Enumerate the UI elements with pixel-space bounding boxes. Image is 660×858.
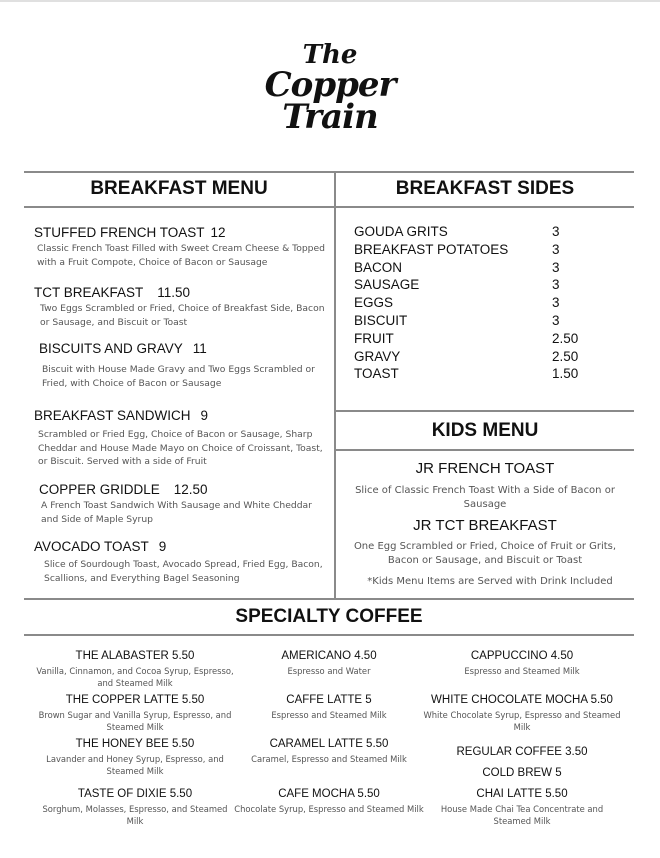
top-border (0, 0, 660, 2)
menu-item (34, 225, 326, 269)
menu-item (34, 539, 326, 585)
coffee-item (229, 788, 429, 815)
side-price: 3 (552, 312, 560, 328)
item-price: 11.50 (157, 285, 191, 300)
menu-item (34, 408, 326, 469)
logo-line-1: The (302, 40, 358, 70)
coffee-item (422, 788, 622, 827)
item-description: A French Toast Sandwich With Sausage and White Cheddar and Side of Maple Syrup (41, 500, 312, 525)
menu-item (39, 341, 326, 390)
coffee-item (35, 694, 235, 733)
logo-line-2: Copper (264, 65, 396, 105)
item-description: Biscuit with House Made Gravy and Two Eggs Scrambled or Fried, with Choice of Bacon or Sausage (42, 364, 315, 389)
item-price: 11 (192, 341, 207, 356)
coffee-name: CAPPUCCINO 4.50 (470, 650, 574, 662)
breakfast-menu-heading: BREAKFAST MENU (90, 178, 268, 199)
item-description: Two Eggs Scrambled or Fried, Choice of Breakfast Side, Bacon or Sausage, and Biscuit or Toast (40, 303, 325, 328)
item-name: AVOCADO TOAST (34, 539, 149, 554)
side-name: GOUDA GRITS (354, 224, 448, 239)
coffee-name: CARAMEL LATTE 5.50 (269, 738, 389, 750)
item-name: STUFFED FRENCH TOAST (34, 225, 205, 240)
kids-menu-note: *Kids Menu Items are Served with Drink Included (367, 576, 613, 587)
side-row (354, 295, 604, 313)
coffee-item (229, 738, 429, 765)
coffee-description: Lavander and Honey Syrup, Espresso, and Steamed Milk (46, 754, 224, 776)
side-name: BREAKFAST POTATOES (354, 241, 509, 257)
side-name: EGGS (354, 295, 394, 311)
item-price: 9 (158, 539, 167, 554)
coffee-name: CAFFE LATTE 5 (286, 694, 372, 706)
kids-item-description: One Egg Scrambled or Fried, Choice of Fruit or Grits, Bacon or Sausage, and Biscuit or Toast (353, 541, 617, 566)
item-description: Scrambled or Fried Egg, Choice of Bacon or Sausage, Sharp Cheddar and House Made Mayo on Choice of Croissant, Toast, or Biscuit. Served with a side of Fruit (38, 429, 323, 467)
item-name: BREAKFAST SANDWICH (34, 408, 191, 423)
side-row (354, 349, 604, 367)
coffee-item (35, 788, 235, 827)
side-row (354, 224, 604, 242)
coffee-description: Vanilla, Cinnamon, and Cocoa Syrup, Espresso, and Steamed Milk (36, 666, 234, 688)
side-price: 2.50 (552, 348, 579, 364)
item-price: 12.50 (173, 482, 208, 497)
coffee-name: THE COPPER LATTE 5.50 (65, 694, 205, 706)
coffee-name: AMERICANO 4.50 (281, 650, 377, 662)
side-price: 3 (552, 259, 560, 275)
item-name: BISCUITS AND GRAVY (39, 341, 183, 356)
coffee-item (229, 694, 429, 721)
divider-kids-bottom (335, 449, 634, 451)
kids-menu-heading: KIDS MENU (431, 420, 539, 441)
coffee-name: COLD BREW 5 (482, 767, 562, 779)
kids-item-name: JR FRENCH TOAST (415, 460, 555, 477)
coffee-item (35, 650, 235, 689)
coffee-item (422, 767, 622, 779)
side-name: BISCUIT (354, 312, 408, 328)
item-name: TCT BREAKFAST (34, 285, 144, 300)
divider-header-bottom (24, 206, 634, 208)
coffee-description: Espresso and Steamed Milk (464, 666, 580, 676)
coffee-item (422, 746, 622, 758)
side-price: 3 (552, 224, 560, 239)
divider-vertical (334, 171, 336, 598)
side-price: 1.50 (552, 366, 579, 382)
logo (240, 40, 420, 140)
side-price: 3 (552, 241, 560, 257)
menu-item (39, 482, 326, 526)
item-name: COPPER GRIDDLE (39, 482, 160, 497)
side-row (354, 260, 604, 278)
coffee-description: House Made Chai Tea Concentrate and Steamed Milk (440, 804, 604, 826)
side-name: GRAVY (354, 348, 401, 364)
side-price: 3 (552, 277, 560, 293)
item-description: Classic French Toast Filled with Sweet Cream Cheese & Topped with a Fruit Compote, Choice of Bacon or Sausage (37, 243, 325, 268)
side-price: 3 (552, 295, 560, 311)
side-name: SAUSAGE (354, 277, 420, 293)
coffee-item (35, 738, 235, 777)
side-row (354, 242, 604, 260)
side-name: FRUIT (354, 330, 394, 346)
item-price: 9 (200, 408, 209, 423)
coffee-name: TASTE OF DIXIE 5.50 (77, 788, 193, 800)
breakfast-sides-heading: BREAKFAST SIDES (395, 178, 575, 199)
kids-item-description: Slice of Classic French Toast With a Side of Bacon or Sausage (355, 485, 615, 510)
coffee-description: Brown Sugar and Vanilla Syrup, Espresso, and Steamed Milk (38, 710, 232, 732)
coffee-description: Caramel, Espresso and Steamed Milk (251, 754, 407, 764)
side-row (354, 277, 604, 295)
side-row (354, 331, 604, 349)
coffee-description: Sorghum, Molasses, Espresso, and Steamed Milk (42, 804, 228, 826)
divider-coffee-top (24, 598, 634, 600)
coffee-item (422, 694, 622, 733)
menu-item (34, 285, 326, 329)
specialty-coffee-heading: SPECIALTY COFFEE (235, 606, 423, 627)
coffee-name: THE HONEY BEE 5.50 (75, 738, 195, 750)
coffee-description: Espresso and Steamed Milk (271, 710, 387, 720)
side-name: TOAST (354, 366, 399, 382)
side-name: BACON (354, 259, 403, 275)
coffee-description: White Chocolate Syrup, Espresso and Steamed Milk (423, 710, 621, 732)
coffee-name: REGULAR COFFEE 3.50 (456, 746, 588, 758)
divider-kids-top (335, 410, 634, 412)
coffee-name: CAFE MOCHA 5.50 (278, 788, 380, 800)
sides-list (354, 224, 604, 384)
side-row (354, 366, 604, 384)
item-price: 12 (210, 225, 226, 240)
logo-line-3: Train (282, 97, 378, 137)
side-row (354, 313, 604, 331)
item-description: Slice of Sourdough Toast, Avocado Spread, Fried Egg, Bacon, Scallions, and Everything Bagel Seasoning (44, 559, 323, 584)
coffee-name: CHAI LATTE 5.50 (476, 788, 568, 800)
coffee-name: WHITE CHOCOLATE MOCHA 5.50 (431, 694, 613, 706)
coffee-description: Chocolate Syrup, Espresso and Steamed Milk (234, 804, 424, 814)
divider-top (24, 171, 634, 173)
side-price: 2.50 (552, 330, 579, 346)
divider-coffee-bottom (24, 634, 634, 636)
coffee-item (229, 650, 429, 677)
coffee-name: THE ALABASTER 5.50 (75, 650, 195, 662)
kids-item-name: JR TCT BREAKFAST (413, 517, 557, 534)
coffee-description: Espresso and Water (287, 666, 371, 676)
coffee-item (422, 650, 622, 677)
